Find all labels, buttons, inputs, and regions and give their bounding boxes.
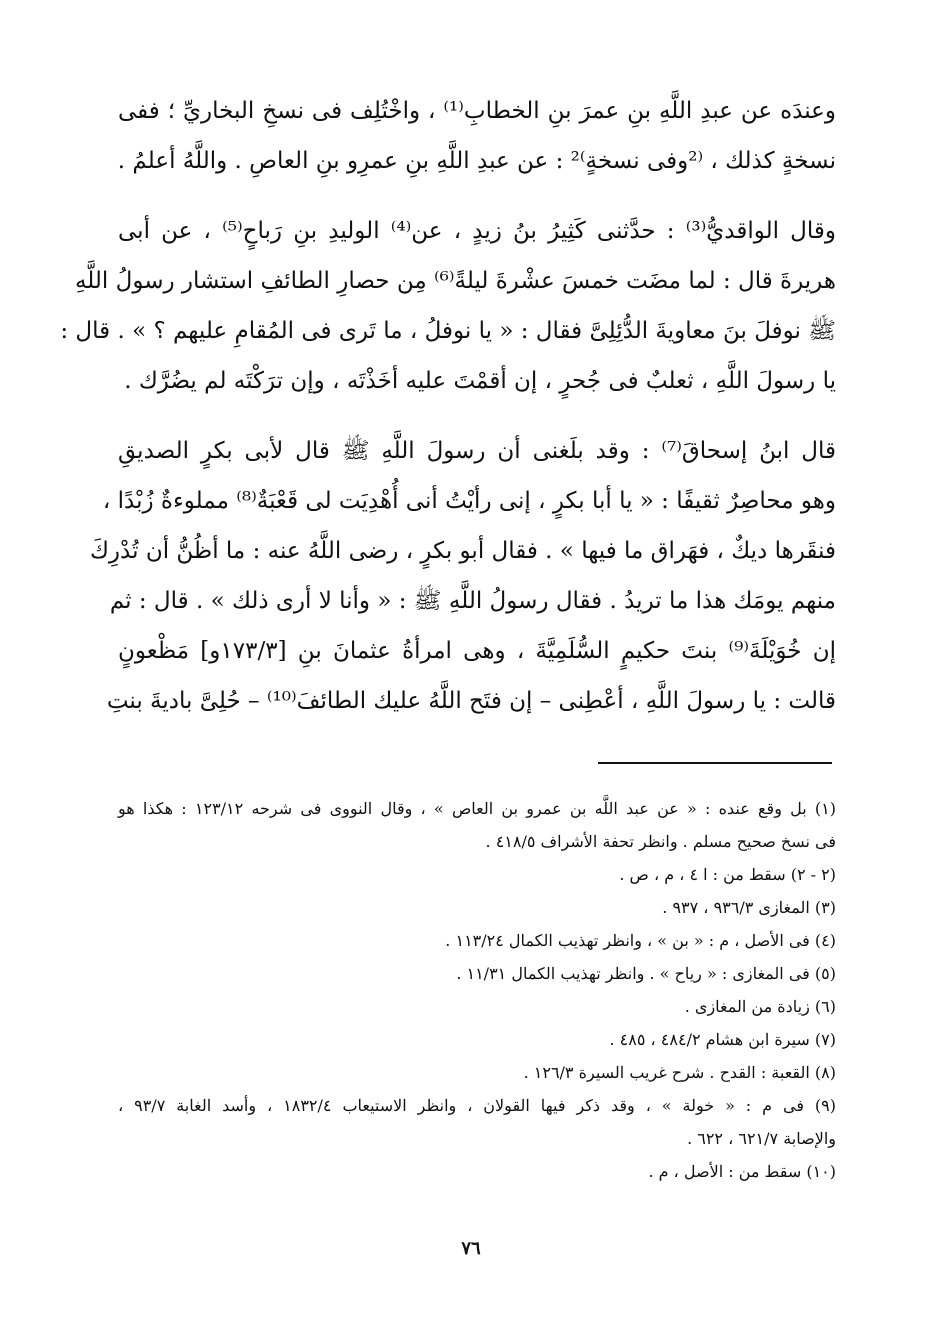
paragraph-3: [89, 426, 837, 726]
text-line: إن خُوَيْلَةَ⁽⁹⁾ بنتَ حكيمٍ السُّلَمِيَّةَ ، وهى امرأةُ عثمانَ بنِ [١٧٣/٣و] مَظْعونٍ: [118, 638, 837, 664]
main-text: [60, 86, 837, 726]
footnote-8: (٨) القعبة : القدح . شرح غريب السيرة ١٢٦/٣ .: [523, 1063, 836, 1082]
text-line: ﷺ نوفلَ بنَ معاويةَ الدُّئِلِىَّ فقال : « يا نوفلُ ، ما تَرى فى المُقامِ عليهم ؟ » . قال :: [60, 318, 836, 344]
footnote-1: (١) بل وقع عنده : « عن عبد اللَّه بن عمرو بن العاص » ، وقال النووى فى شرحه ١٢٣/١٢ : هكذا هو: [118, 799, 837, 818]
page-number: ٧٦: [461, 1238, 481, 1259]
footnote-9: (٩) فى م : « خولة » ، وقد ذكر فيها القولان ، وانظر الاستيعاب ١٨٣٢/٤ ، وأسد الغابة ٩٣/٧ ،: [118, 1096, 836, 1115]
text-line: نسخةٍ كذلك ، ⁽²وفى نسخةٍ⁾² : عن عبدِ اللَّهِ بنِ عمرِو بنِ العاصِ . واللَّهُ أعلمُ .: [117, 148, 836, 174]
footnote-4: (٤) فى الأصل ، م : « بن » ، وانظر تهذيب الكمال ١١٣/٢٤ .: [445, 931, 836, 950]
text-line: هريرةَ قال : لما مضَت خمسَ عشْرةَ ليلةً⁽⁶⁾ مِن حصارِ الطائفِ استشار رسولُ اللَّهِ: [74, 268, 836, 294]
footnote-7: (٧) سيرة ابن هشام ٤٨٤/٢ ، ٤٨٥ .: [609, 1030, 836, 1049]
footnote-2: (٢ - ٢) سقط من : ا ٤ ، م ، ص .: [619, 865, 836, 884]
text-line: يا رسولَ اللَّهِ ، ثعلبٌ فى جُحرٍ ، إن أقمْتَ عليه أخَذْتَه ، وإن ترَكْتَه لم يضُرَّك .: [124, 368, 836, 394]
text-line: وقال الواقديُّ⁽³⁾ : حدَّثنى كَثِيرُ بنُ زيدٍ ، عن⁽⁴⁾ الوليدِ بنِ رَباحٍ⁽⁵⁾ ، عن أبى: [118, 218, 836, 244]
footnote-1-cont: فى نسخ صحيح مسلم . وانظر تحفة الأشراف ٤١٨/٥ .: [485, 832, 836, 851]
text-line: قالت : يا رسولَ اللَّهِ ، أعْطِنى – إن فتَح اللَّهُ عليك الطائفَ⁽¹⁰⁾ – حُلِىَّ باديةَ بنتِ: [106, 688, 836, 714]
footnote-6: (٦) زيادة من المغازى .: [684, 997, 836, 1016]
footnote-5: (٥) فى المغازى : « رياح » . وانظر تهذيب الكمال ١١/٣١ .: [456, 964, 836, 983]
paragraph-1: [118, 86, 836, 186]
footnote-9-cont: والإصابة ٦٢١/٧ ، ٦٢٢ .: [687, 1129, 836, 1148]
footnotes: [118, 792, 836, 1188]
footnote-separator: [598, 762, 832, 764]
text-line: وهو محاصِرٌ ثقيفًا : « يا أبا بكرٍ ، إنى رأيْتُ أنى أُهْدِيَت لى قَعْبَةٌ⁽⁸⁾ مملوءةٌ زُبْدًا ،: [102, 488, 836, 514]
text-line: فنقَرها ديكٌ ، فهَراق ما فيها » . فقال أبو بكرٍ ، رضى اللَّهُ عنه : ما أظُنُّ أن تُدْرِكَ: [89, 538, 836, 564]
text-line: قال ابنُ إسحاقَ⁽⁷⁾ : وقد بلَغنى أن رسولَ اللَّهِ ﷺ قال لأبى بكرٍ الصديقِ: [118, 438, 836, 464]
footnote-10: (١٠) سقط من : الأصل ، م .: [648, 1162, 836, 1181]
footnote-3: (٣) المغازى ٩٣٦/٣ ، ٩٣٧ .: [662, 898, 836, 917]
text-line: وعندَه عن عبدِ اللَّهِ بنِ عمرَ بنِ الخطابِ⁽¹⁾ ، واخْتُلِف فى نسخِ البخاريِّ ؛ ففى: [118, 98, 836, 124]
text-line: منهم يومَك هذا ما تريدُ . فقال رسولُ اللَّهِ ﷺ : « وأنا لا أرى ذلك » . قال : ثم: [109, 588, 836, 614]
paragraph-2: [60, 206, 836, 406]
